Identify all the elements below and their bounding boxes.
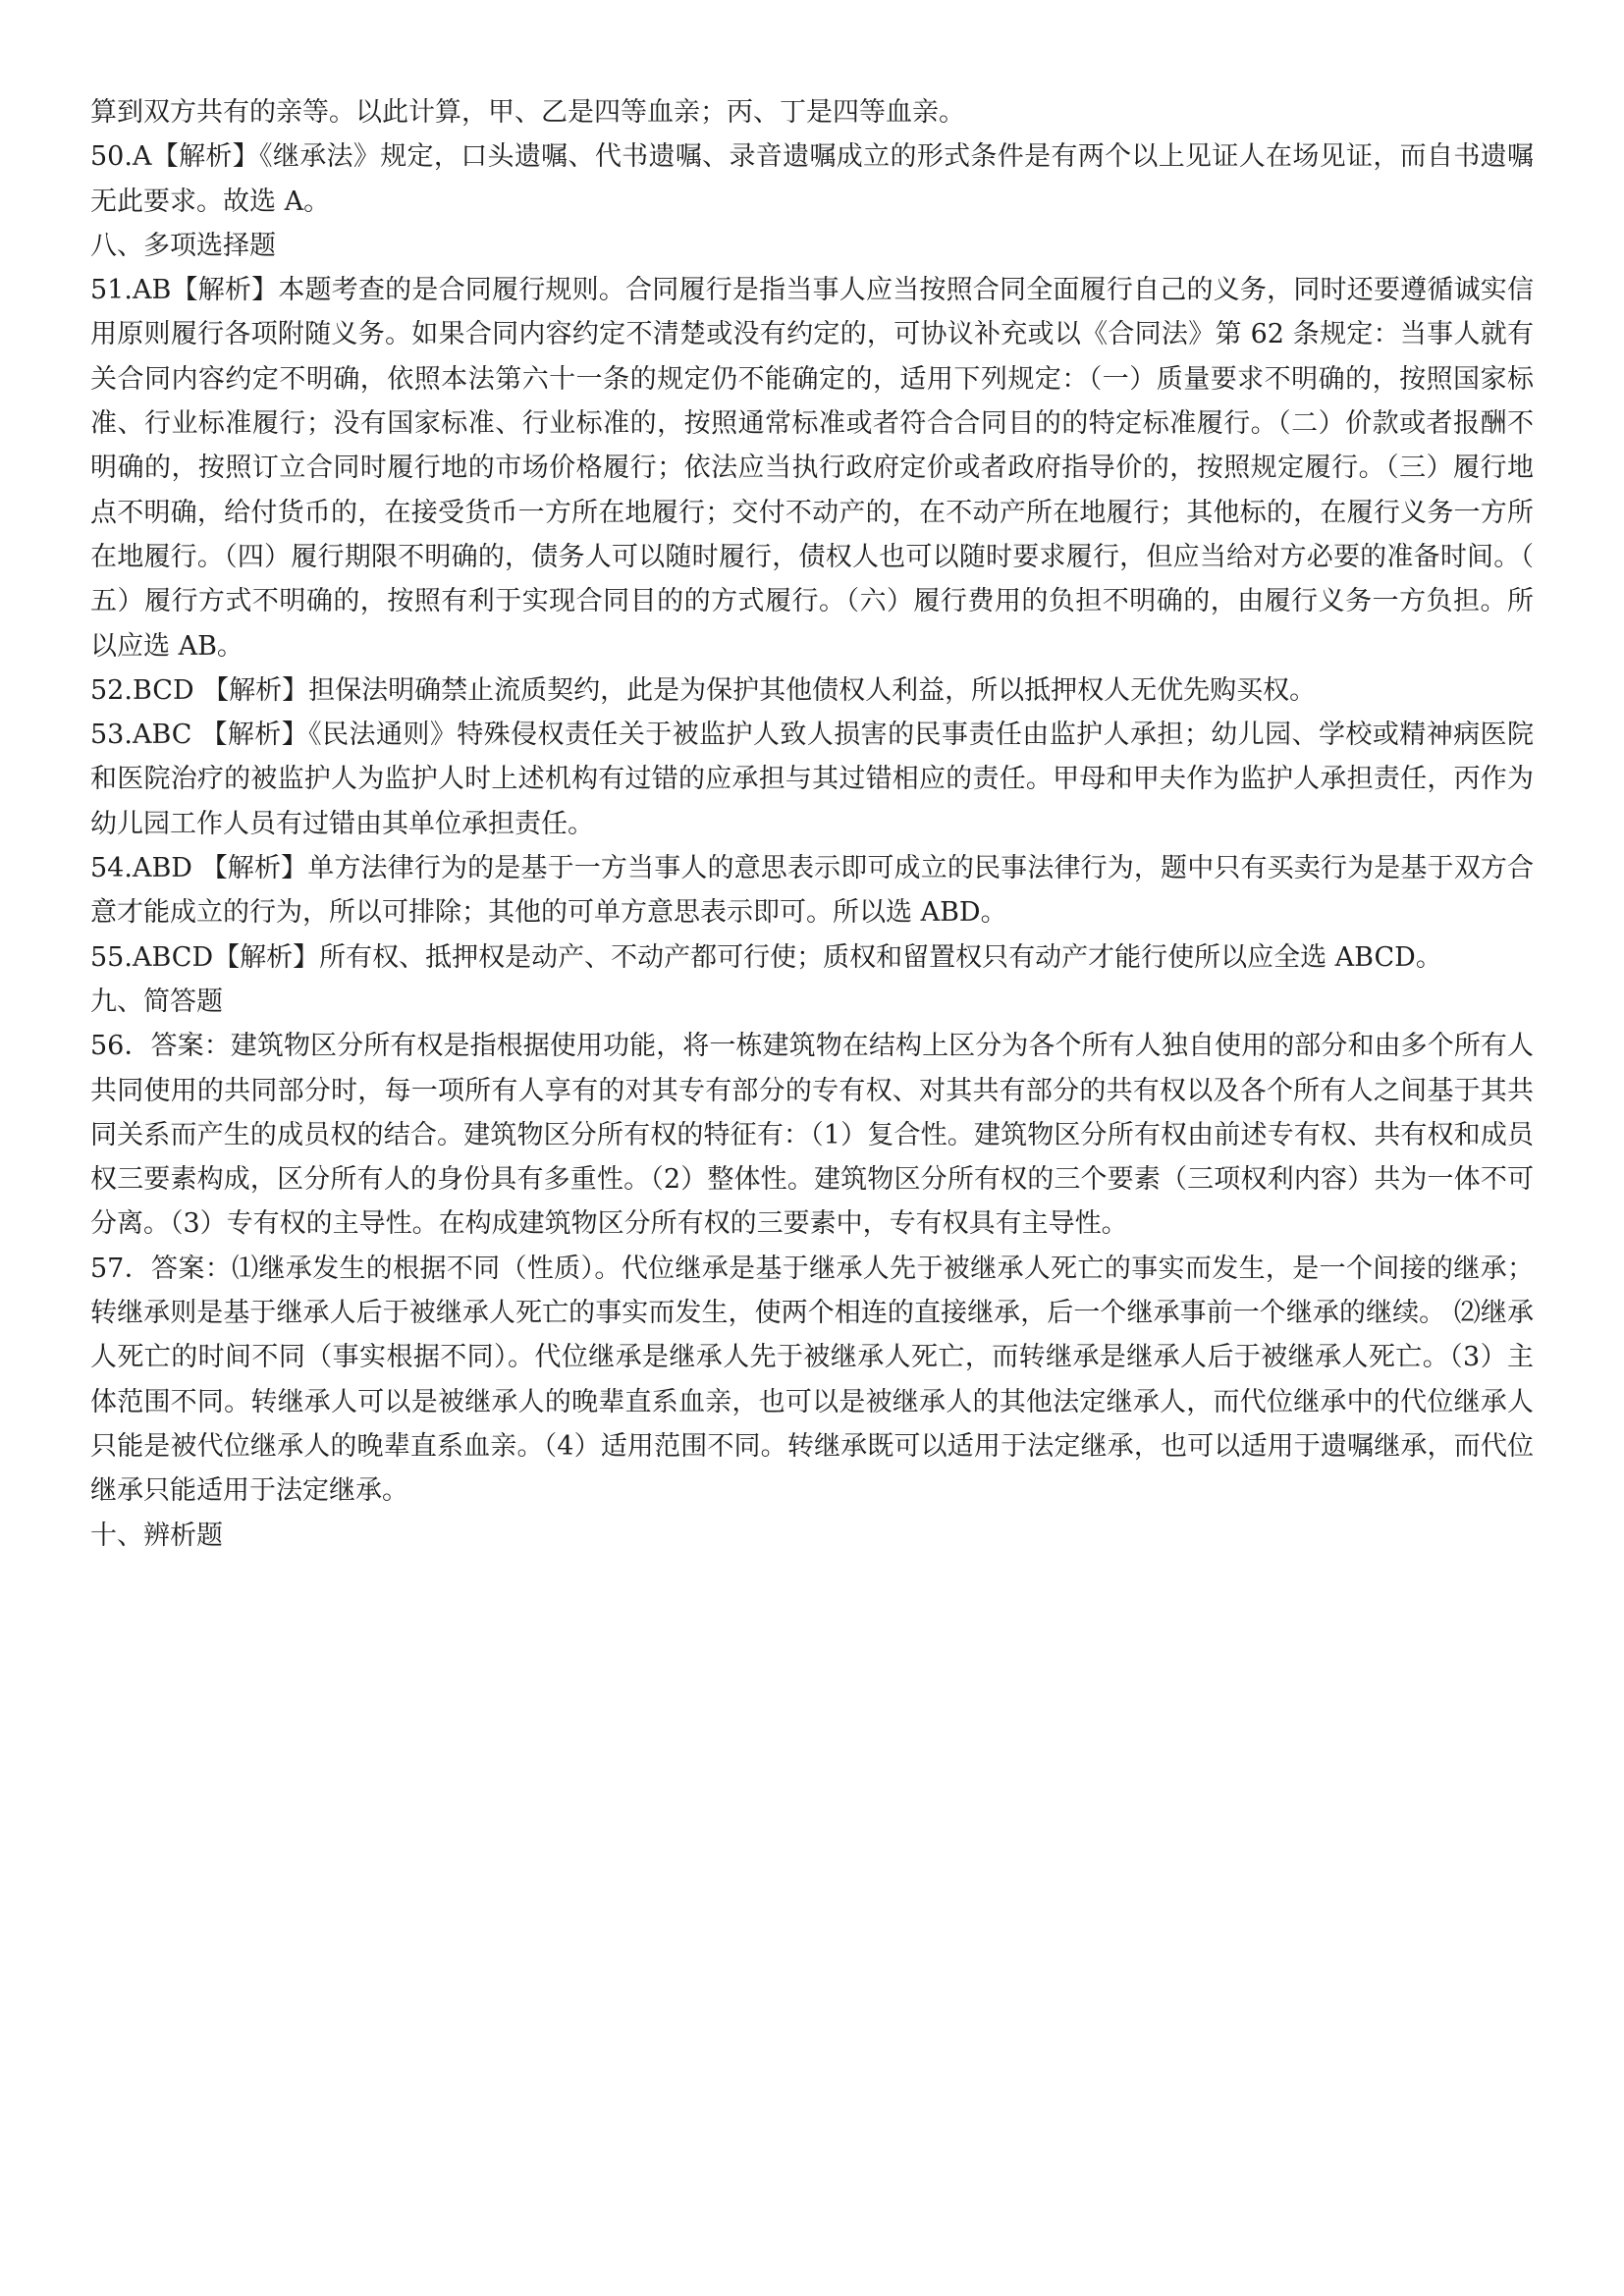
answer-50: 50.A【解析】《继承法》规定，口头遗嘱、代书遗嘱、录音遗嘱成立的形式条件是有两个以上见证人在场见证，而自书遗嘱无此要求。故选 A。 [90,141,1534,217]
answer-53: 53.ABC 【解析】《民法通则》特殊侵权责任关于被监护人致人损害的民事责任由监护人承担；幼儿园、学校或精神病医院和医院治疗的被监护人为监护人时上述机构有过错的应承担与其过错相应的责任。甲母和甲夫作为监护人承担责任，丙作为幼儿园工作人员有过错由其单位承担责任。 [90,720,1534,839]
answer-55: 55.ABCD【解析】所有权、抵押权是动产、不动产都可行使；质权和留置权只有动产才能行使所以应全选 ABCD。 [90,941,1442,973]
answer-56: 56．答案：建筑物区分所有权是指根据使用功能，将一栋建筑物在结构上区分为各个所有人独自使用的部分和由多个所有人共同使用的共同部分时，每一项所有人享有的对其专有部分的专有权、对其共有部分的共有权以及各个所有人之间基于其共同关系而产生的成员权的结合。建筑物区分所有权的特征有：（1）复合性。建筑物区分所有权由前述专有权、共有权和成员权三要素构成，区分所有人的身份具有多重性。（2）整体性。建筑物区分所有权的三个要素（三项权利内容）共为一体不可分离。（3）专有权的主导性。在构成建筑物区分所有权的三要素中，专有权具有主导性。 [90,1031,1534,1240]
answer-57: 57．答案：⑴继承发生的根据不同（性质）。代位继承是基于继承人先于被继承人死亡的事实而发生，是一个间接的继承；转继承则是基于继承人后于被继承人死亡的事实而发生，使两个相连的直接继承，后一个继承事前一个继承的继续。 ⑵继承人死亡的时间不同（事实根据不同）。代位继承是继承人先于被继承人死亡，而转继承是继承人后于被继承人死亡。（3）主体范围不同。转继承人可以是被继承人的晚辈直系血亲，也可以是被继承人的其他法定继承人，而代位继承中的代位继承人只能是被代位继承人的晚辈直系血亲。（4）适用范围不同。转继承既可以适用于法定继承，也可以适用于遗嘱继承，而代位继承只能适用于法定继承。 [90,1253,1534,1507]
answer-51: 51.AB【解析】本题考查的是合同履行规则。合同履行是指当事人应当按照合同全面履行自己的义务，同时还要遵循诚实信用原则履行各项附随义务。如果合同内容约定不清楚或没有约定的，可协议补充或以《合同法》第 62 条规定：当事人就有关合同内容约定不明确，依照本法第六十一条的规定仍不能确定的，适用下列规定：（一）质量要求不明确的，按照国家标准、行业标准履行；没有国家标准、行业标准的，按照通常标准或者符合合同目的的特定标准履行。（二）价款或者报酬不明确的，按照订立合同时履行地的市场价格履行；依法应当执行政府定价或者政府指导价的，按照规定履行。（三）履行地点不明确，给付货币的，在接受货币一方所在地履行；交付不动产的，在不动产所在地履行；其他标的，在履行义务一方所在地履行。（四）履行期限不明确的，债务人可以随时履行，债权人也可以随时要求履行，但应当给对方必要的准备时间。（五）履行方式不明确的，按照有利于实现合同目的的方式履行。（六）履行费用的负担不明确的，由履行义务一方负担。所以应选 AB。 [90,275,1534,662]
answer-54: 54.ABD 【解析】单方法律行为的是基于一方当事人的意思表示即可成立的民事法律行为，题中只有买卖行为是基于双方合意才能成立的行为，所以可排除；其他的可单方意思表示即可。所以选 ABD。 [90,853,1534,929]
continuation-paragraph: 算到双方共有的亲等。以此计算，甲、乙是四等血亲；丙、丁是四等血亲。 [90,97,965,128]
section-heading-discrimination: 十、辨析题 [90,1520,223,1551]
section-heading-multiple-choice: 八、多项选择题 [90,230,276,261]
answer-52: 52.BCD 【解析】担保法明确禁止流质契约，此是为保护其他债权人利益，所以抵押权人无优先购买权。 [90,674,1317,706]
document-page [90,90,1534,1558]
section-heading-short-answer: 九、简答题 [90,986,223,1017]
